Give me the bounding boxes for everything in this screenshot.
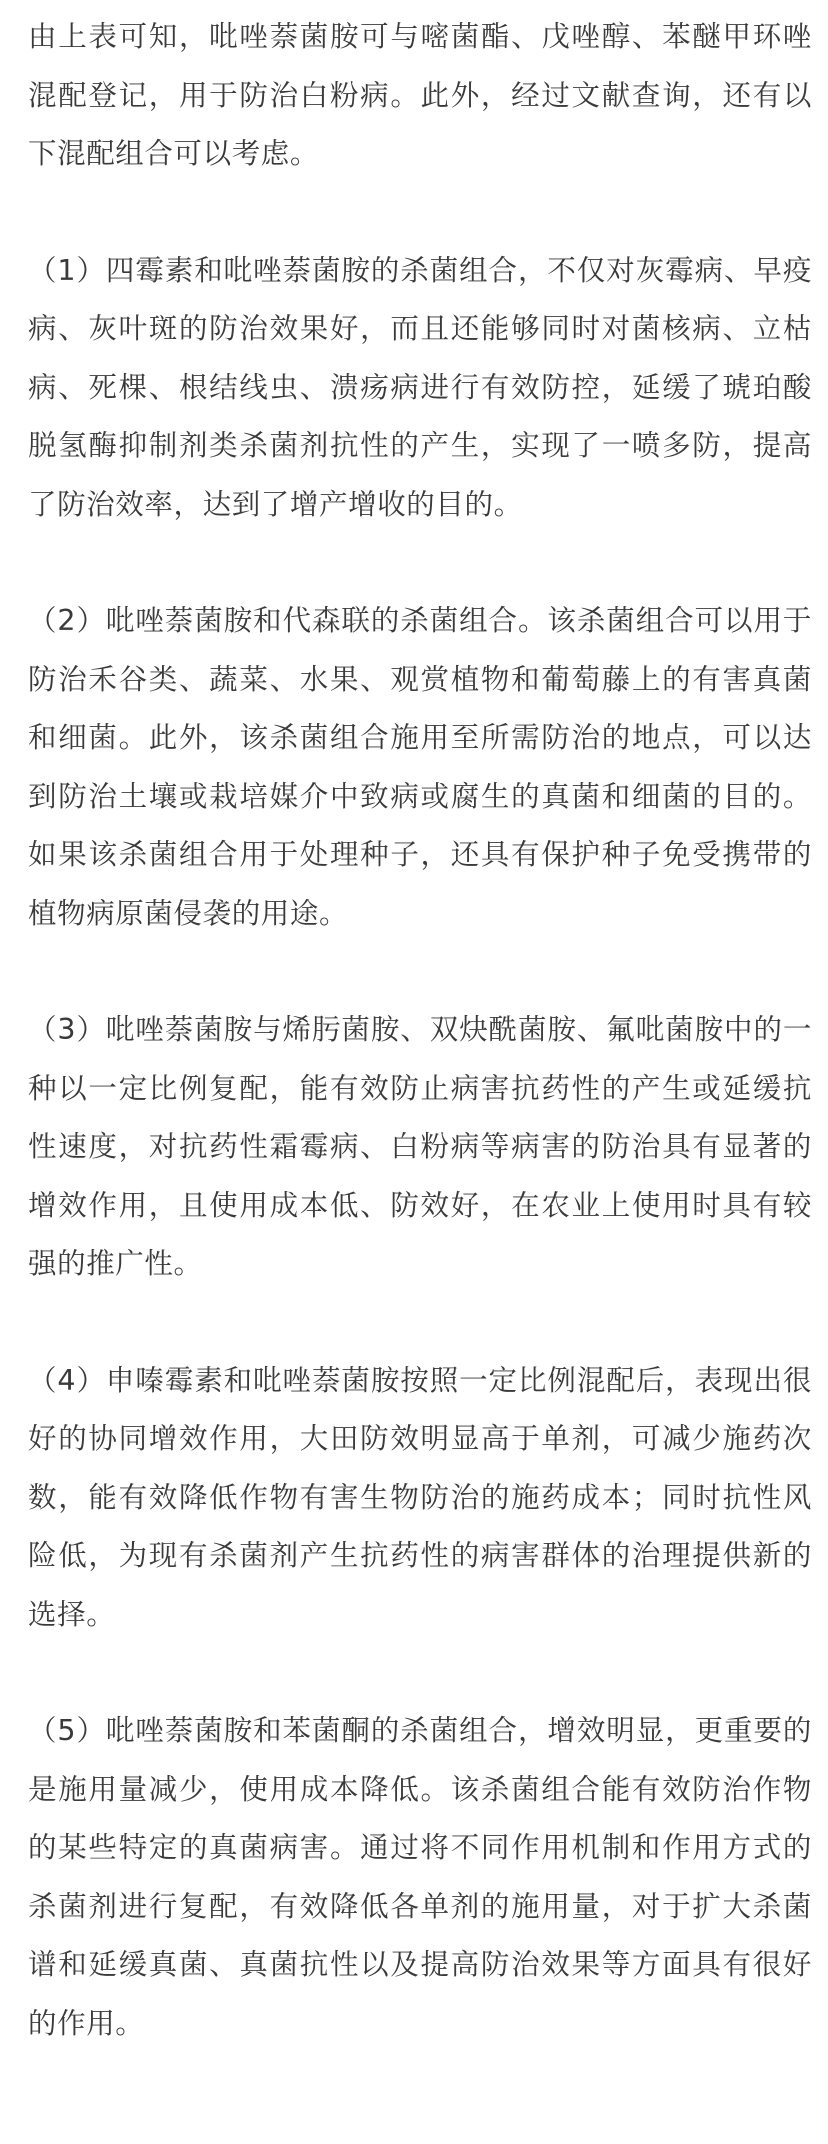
mixture-item-2: （2）吡唑萘菌胺和代森联的杀菌组合。该杀菌组合可以用于防治禾谷类、蔬菜、水果、观赏植物和葡萄藤上的有害真菌和细菌。此外，该杀菌组合施用至所需防治的地点，可以达到防治土壤或栽培媒介中致病或腐生的真菌和细菌的目的。如果该杀菌组合用于处理种子，还具有保护种子免受携带的植物病原菌侵袭的用途。 [28, 604, 812, 930]
mixture-item-1: （1）四霉素和吡唑萘菌胺的杀菌组合，不仅对灰霉病、早疫病、灰叶斑的防治效果好，而且还能够同时对菌核病、立枯病、死棵、根结线虫、溃疡病进行有效防控，延缓了琥珀酸脱氢酶抑制剂类杀菌剂抗性的产生，实现了一喷多防，提高了防治效率，达到了增产增收的目的。 [28, 253, 812, 521]
paragraph-gap [28, 1644, 812, 1702]
paragraph-gap [28, 184, 812, 242]
intro-paragraph: 由上表可知，吡唑萘菌胺可与嘧菌酯、戊唑醇、苯醚甲环唑混配登记，用于防治白粉病。此外，经过文献查询，还有以下混配组合可以考虑。 [28, 20, 812, 170]
mixture-item-3: （3）吡唑萘菌胺与烯肟菌胺、双炔酰菌胺、氟吡菌胺中的一种以一定比例复配，能有效防止病害抗药性的产生或延缓抗性速度，对抗药性霜霉病、白粉病等病害的防治具有显著的增效作用，且使用成本低、防效好，在农业上使用时具有较强的推广性。 [28, 1013, 812, 1280]
paragraph-gap [28, 534, 812, 592]
mixture-item-5: （5）吡唑萘菌胺和苯菌酮的杀菌组合，增效明显，更重要的是施用量减少，使用成本降低。该杀菌组合能有效防治作物的某些特定的真菌病害。通过将不同作用机制和作用方式的杀菌剂进行复配，有效降低各单剂的施用量，对于扩大杀菌谱和延缓真菌、真菌抗性以及提高防治效果等方面具有很好的作用。 [28, 1714, 812, 2040]
paragraph-gap [28, 1294, 812, 1352]
mixture-item-4: （4）申嗪霉素和吡唑萘菌胺按照一定比例混配后，表现出很好的协同增效作用，大田防效明显高于单剂，可减少施药次数，能有效降低作物有害生物防治的施药成本；同时抗性风险低，为现有杀菌剂产生抗药性的病害群体的治理提供新的选择。 [28, 1363, 812, 1631]
paragraph-gap [28, 943, 812, 1001]
